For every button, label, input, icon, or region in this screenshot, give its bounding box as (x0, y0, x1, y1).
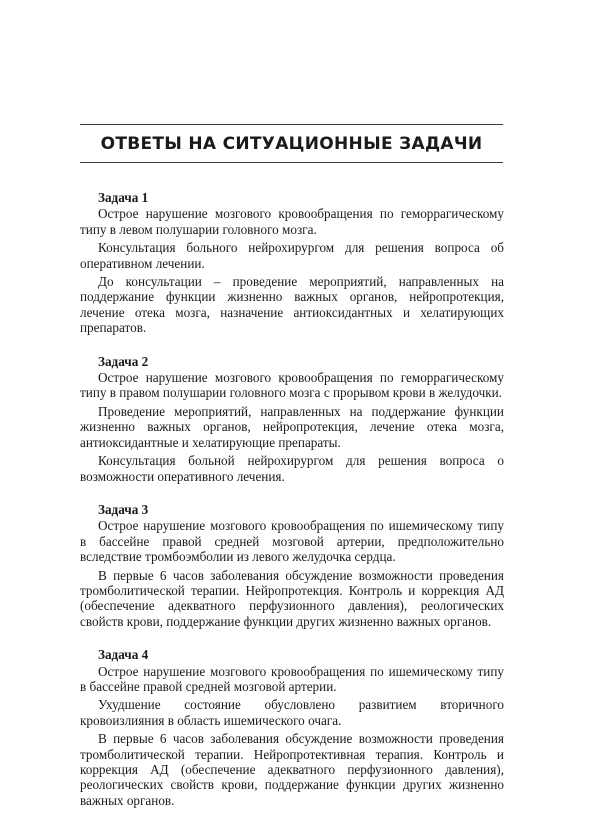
task-title: Задача 1 (98, 190, 149, 205)
task-title: Задача 3 (98, 501, 149, 517)
task-title: Задача 2 (98, 353, 149, 369)
task-paragraph: Острое нарушение мозгового кровообращения по ишемическому типу в бассейне правой средней мозговой артерии. (80, 663, 504, 694)
title-bottom-rule (80, 162, 503, 163)
task-paragraph: Острое нарушение мозгового кровообращения по геморрагическому типу в правом полушарии головного мозга с прорывом крови в желудочки. (80, 370, 504, 401)
task-paragraph: Острое нарушение мозгового кровообращения по геморрагическому типу в левом полушарии головного мозга. (80, 206, 504, 237)
answers-content (80, 190, 504, 826)
task-4 (80, 647, 504, 808)
task-paragraph: До консультации – проведение мероприятий, направленных на поддержание функции жизненно важных органов, нейропротекция, лечение отека мозга, назначение антиоксидантных и хелатирующих препаратов. (80, 274, 504, 336)
chapter-title: ОТВЕТЫ НА СИТУАЦИОННЫЕ ЗАДАЧИ (100, 134, 483, 154)
task-1 (80, 190, 504, 336)
task-paragraph: Консультация больной нейрохирургом для решения вопроса о возможности оперативного лечения. (80, 453, 504, 484)
task-paragraph: Ухудшение состояние обусловлено развитием вторичного кровоизлияния в область ишемического очага. (80, 697, 504, 728)
task-title: Задача 4 (98, 647, 149, 663)
task-3 (80, 502, 504, 629)
task-paragraph: Проведение мероприятий, направленных на поддержание функции жизненно важных органов, нейропротекция, лечение отека мозга, антиоксидантные и хелатирующие препараты. (80, 403, 504, 450)
task-paragraph: В первые 6 часов заболевания обсуждение возможности проведения тромболитической терапии. Нейропротективная терапия. Контроль и коррекция АД (обеспечение адекватного перфузионного давления), реологических свойств крови, поддержание функции других жизненно важных органов. (80, 731, 504, 808)
task-paragraph: В первые 6 часов заболевания обсуждение возможности проведения тромболитической терапии. Нейропротекция. Контроль и коррекция АД (обеспечение адекватного перфузионного давления), реологических свойств крови, поддержание функции других жизненно важных органов. (80, 567, 504, 629)
task-paragraph: Консультация больного нейрохирургом для решения вопроса об оперативном лечении. (80, 240, 504, 271)
title-top-rule (80, 124, 503, 125)
task-2 (80, 354, 504, 484)
task-paragraph: Острое нарушение мозгового кровообращения по ишемическому типу в бассейне правой средней мозговой артерии, предположительно вследствие тромбоэмболии из левого желудочка сердца. (80, 518, 504, 565)
